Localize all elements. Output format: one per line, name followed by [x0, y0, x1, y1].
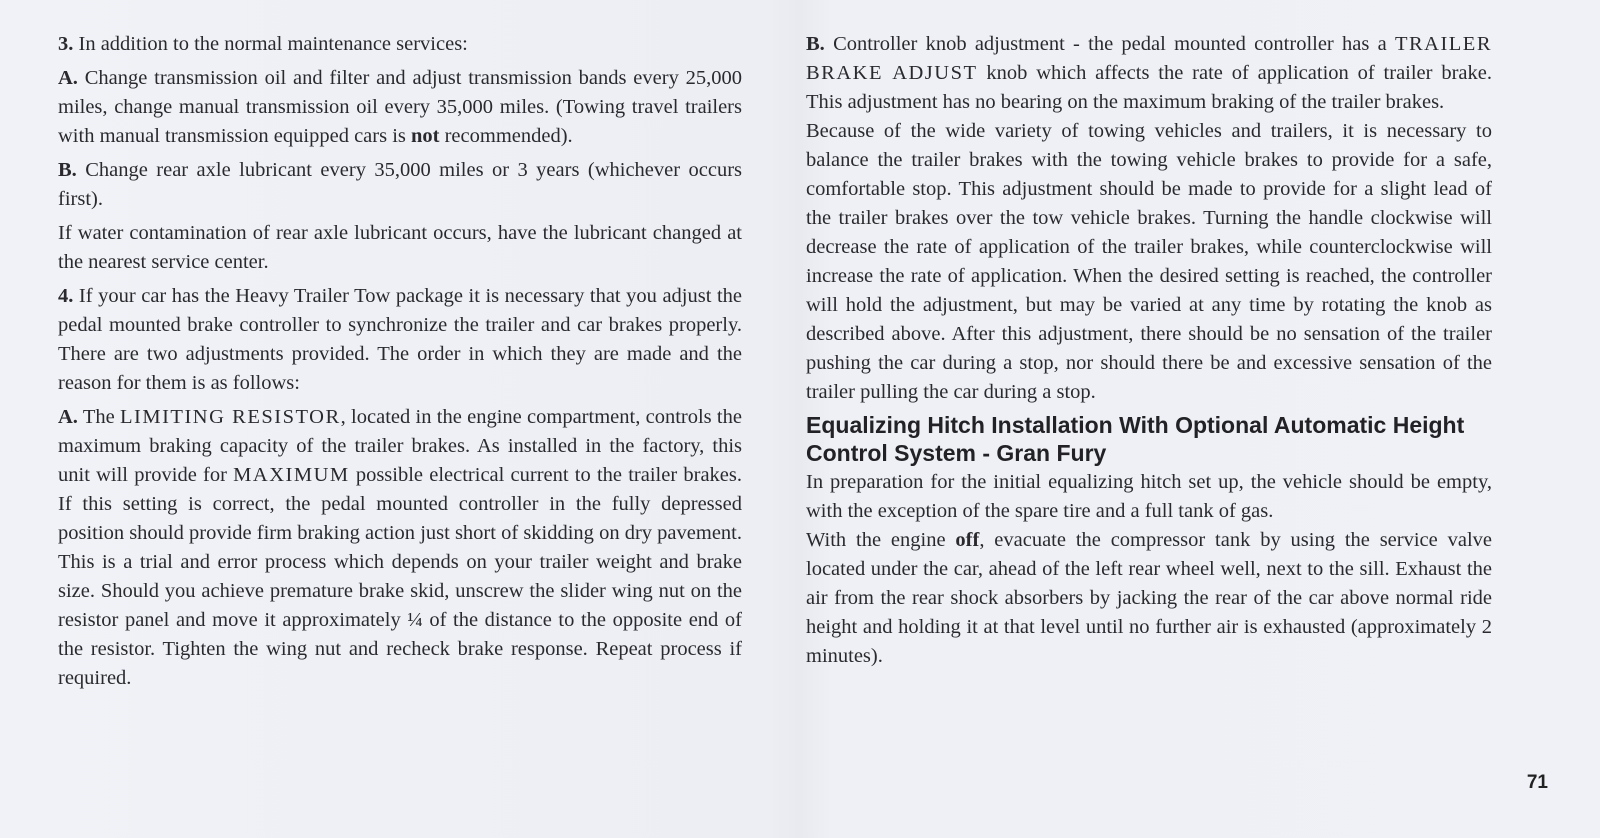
- trailer-brake-adjust-term: TRAILER BRAKE ADJUST: [806, 33, 1492, 84]
- item-3a-letter: A.: [58, 67, 78, 89]
- item-4b-letter: B.: [806, 33, 825, 55]
- section-heading: Equalizing Hitch Installation With Optional Automatic Height Control System - Gran Fury: [806, 412, 1465, 466]
- item-3a-emphasis: not: [411, 125, 440, 147]
- item-4a-paragraph: [58, 403, 742, 693]
- engine-off-text-2: , evacuate the compressor tank by using the service valve located under the car, ahead of the left rear wheel well, next to the sill. Exhaust the air from the rear shock absorbers by jacking the rear of the car above normal ride height and holding it at that level until no further air is exhausted (approximately 2 minutes).: [806, 529, 1492, 667]
- item-4-text: If your car has the Heavy Trailer Tow package it is necessary that you adjust the pedal mounted brake controller to synchronize the trailer and car brakes properly. There are two adjustments provided. The order in which they are made and the reason for them is as follows:: [58, 285, 742, 394]
- water-contamination-paragraph: If water contamination of rear axle lubricant occurs, have the lubricant changed at the nearest service center.: [58, 222, 742, 273]
- item-3b-paragraph: [58, 156, 742, 214]
- item-3-number: 3.: [58, 33, 74, 55]
- item-3a-text-end: recommended).: [439, 125, 573, 147]
- item-4a-letter: A.: [58, 406, 78, 428]
- item-3-paragraph: [58, 30, 742, 59]
- left-column: [58, 30, 742, 698]
- item-4a-text-2: , located in the engine compartment, controls the maximum braking capacity of the trailer brakes. As installed in the factory, this unit will provide for: [58, 406, 742, 486]
- item-3a-paragraph: [58, 64, 742, 151]
- engine-off-emphasis: off: [955, 529, 980, 551]
- page-number: 71: [1526, 772, 1548, 793]
- item-4b-paragraph: [806, 30, 1492, 117]
- item-4a-text-3: possible electrical current to the trailer brakes. If this setting is correct, the pedal mounted controller in the fully depressed position should provide firm braking action just short of skidding on dry pavement. This is a trial and error process which depends on your trailer weight and brake size. Should you achieve premature brake skid, unscrew the slider wing nut on the resistor panel and move it approximately ¼ of the distance to the opposite end of the resistor. Tighten the wing nut and recheck brake response. Repeat process if required.: [58, 464, 743, 689]
- item-4-paragraph: [58, 282, 742, 398]
- engine-off-text-1: With the engine: [806, 529, 956, 551]
- preparation-paragraph: In preparation for the initial equalizing hitch set up, the vehicle should be empty, with the exception of the spare tire and a full tank of gas.: [806, 471, 1492, 522]
- limiting-resistor-term: LIMITING RESISTOR: [120, 406, 341, 428]
- item-3b-text: Change rear axle lubricant every 35,000 miles or 3 years (whichever occurs first).: [58, 159, 742, 210]
- item-4b-text-1: Controller knob adjustment - the pedal mounted controller has a: [824, 33, 1395, 55]
- item-3a-text-start: Change transmission oil and filter and adjust transmission bands every 25,000 miles, change manual transmission oil every 35,000 miles. (Towing travel trailers with manual transmission equipped cars is: [58, 67, 742, 147]
- item-3b-letter: B.: [58, 159, 77, 181]
- item-4b-text-2: knob which affects the rate of application of trailer brake. This adjustment has no bearing on the maximum braking of the trailer brakes.: [806, 62, 1492, 113]
- item-3-text: In addition to the normal maintenance services:: [73, 33, 468, 55]
- maximum-term: MAXIMUM: [233, 464, 350, 486]
- engine-off-paragraph: [806, 526, 1492, 671]
- brake-balance-paragraph: Because of the wide variety of towing vehicles and trailers, it is necessary to balance the trailer brakes with the towing vehicle brakes to provide for a safe, comfortable stop. This adjustment should be made to provide for a slight lead of the trailer brakes over the tow vehicle brakes. Turning the handle clockwise will decrease the rate of application of the trailer brakes, while counterclockwise will increase the rate of application. When the desired setting is reached, the controller will hold the adjustment, but may be varied at any time by rotating the knob as described above. After this adjustment, there should be no sensation of the trailer pushing the car during a stop, nor should there be and excessive sensation of the trailer pulling the car during a stop.: [806, 120, 1492, 403]
- item-4-number: 4.: [58, 285, 74, 307]
- right-column: [806, 30, 1492, 671]
- item-4a-text-1: The: [77, 406, 121, 428]
